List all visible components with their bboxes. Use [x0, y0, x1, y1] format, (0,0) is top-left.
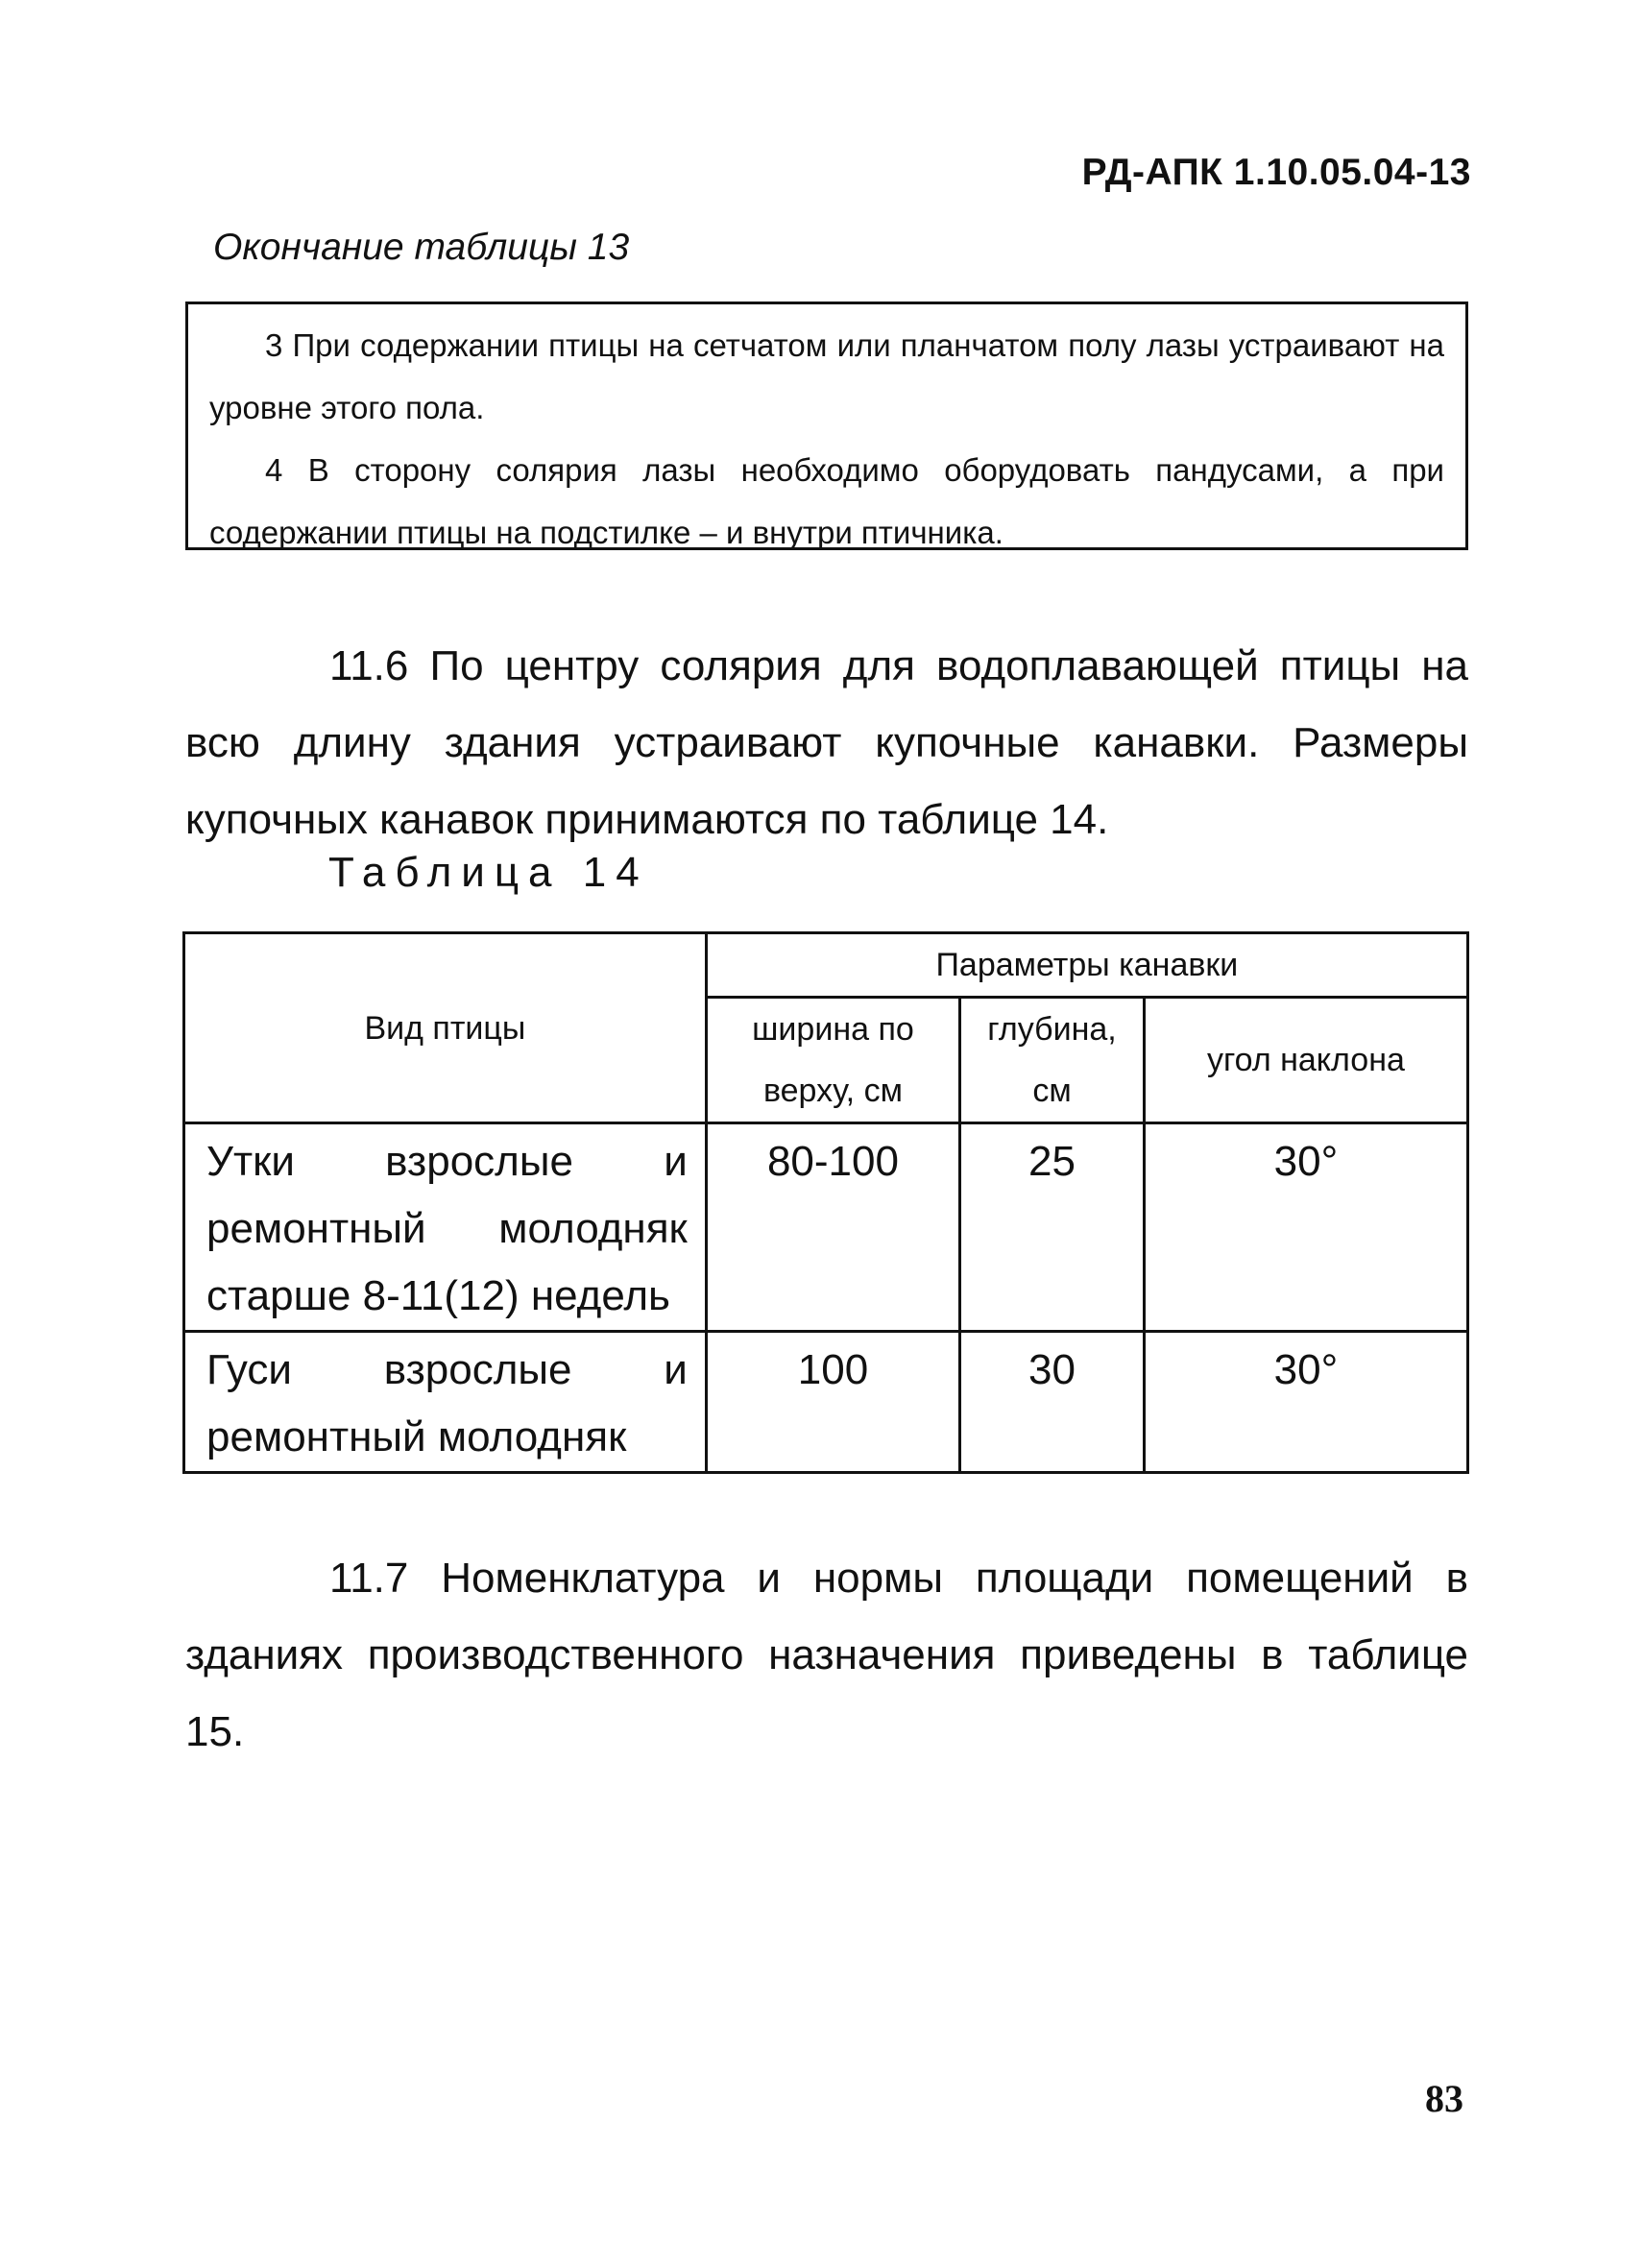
header-depth-line2: см: [1032, 1073, 1072, 1109]
paragraph-11-6: [185, 628, 1468, 858]
page-number: 83: [1425, 2077, 1463, 2120]
table13-continuation-caption: Окончание таблицы 13: [213, 227, 630, 268]
header-depth-line1: глубина,: [987, 1011, 1117, 1048]
row2-angle: 30°: [1144, 1332, 1467, 1473]
header-kind: Вид птицы: [184, 933, 707, 1123]
table14-title: Таблица 14: [328, 849, 649, 896]
row1-depth: 25: [960, 1123, 1145, 1332]
row2-depth: 30: [960, 1332, 1145, 1473]
table14: [182, 931, 1469, 1474]
paragraph-11-7-text: 11.7 Номенклатура и нормы площади помещений в зданиях производственного назначения приведены в таблице 15.: [185, 1555, 1468, 1755]
paragraph-11-7: [185, 1540, 1468, 1771]
table13-notes-box: [185, 302, 1468, 550]
row1-angle: 30°: [1144, 1123, 1467, 1332]
row1-kind: Утки взрослые и ремонтный молодняк старше 8-11(12) недель: [184, 1123, 707, 1332]
header-depth: [960, 998, 1145, 1123]
row2-width: 100: [706, 1332, 959, 1473]
row1-width: 80-100: [706, 1123, 959, 1332]
table-row: [184, 1123, 1468, 1332]
note-4: 4 В сторону солярия лазы необходимо оборудовать пандусами, а при содержании птицы на подстилке – и внутри птичника.: [209, 452, 1444, 550]
row2-kind: Гуси взрослые и ремонтный молодняк: [184, 1332, 707, 1473]
paragraph-11-6-text: 11.6 По центру солярия для водоплавающей птицы на всю длину здания устраивают купочные канавки. Размеры купочных канавок принимаются по таблице 14.: [185, 642, 1468, 843]
header-width-line2: верху, см: [762, 1073, 903, 1109]
header-width: [706, 998, 959, 1123]
document-code: РД-АПК 1.10.05.04-13: [1081, 152, 1471, 193]
header-parameters: Параметры канавки: [706, 933, 1467, 998]
table-row: [184, 1332, 1468, 1473]
header-width-line1: ширина по: [752, 1011, 914, 1048]
note-3: 3 При содержании птицы на сетчатом или планчатом полу лазы устраивают на уровне этого пола.: [209, 327, 1444, 425]
header-angle: угол наклона: [1144, 998, 1467, 1123]
